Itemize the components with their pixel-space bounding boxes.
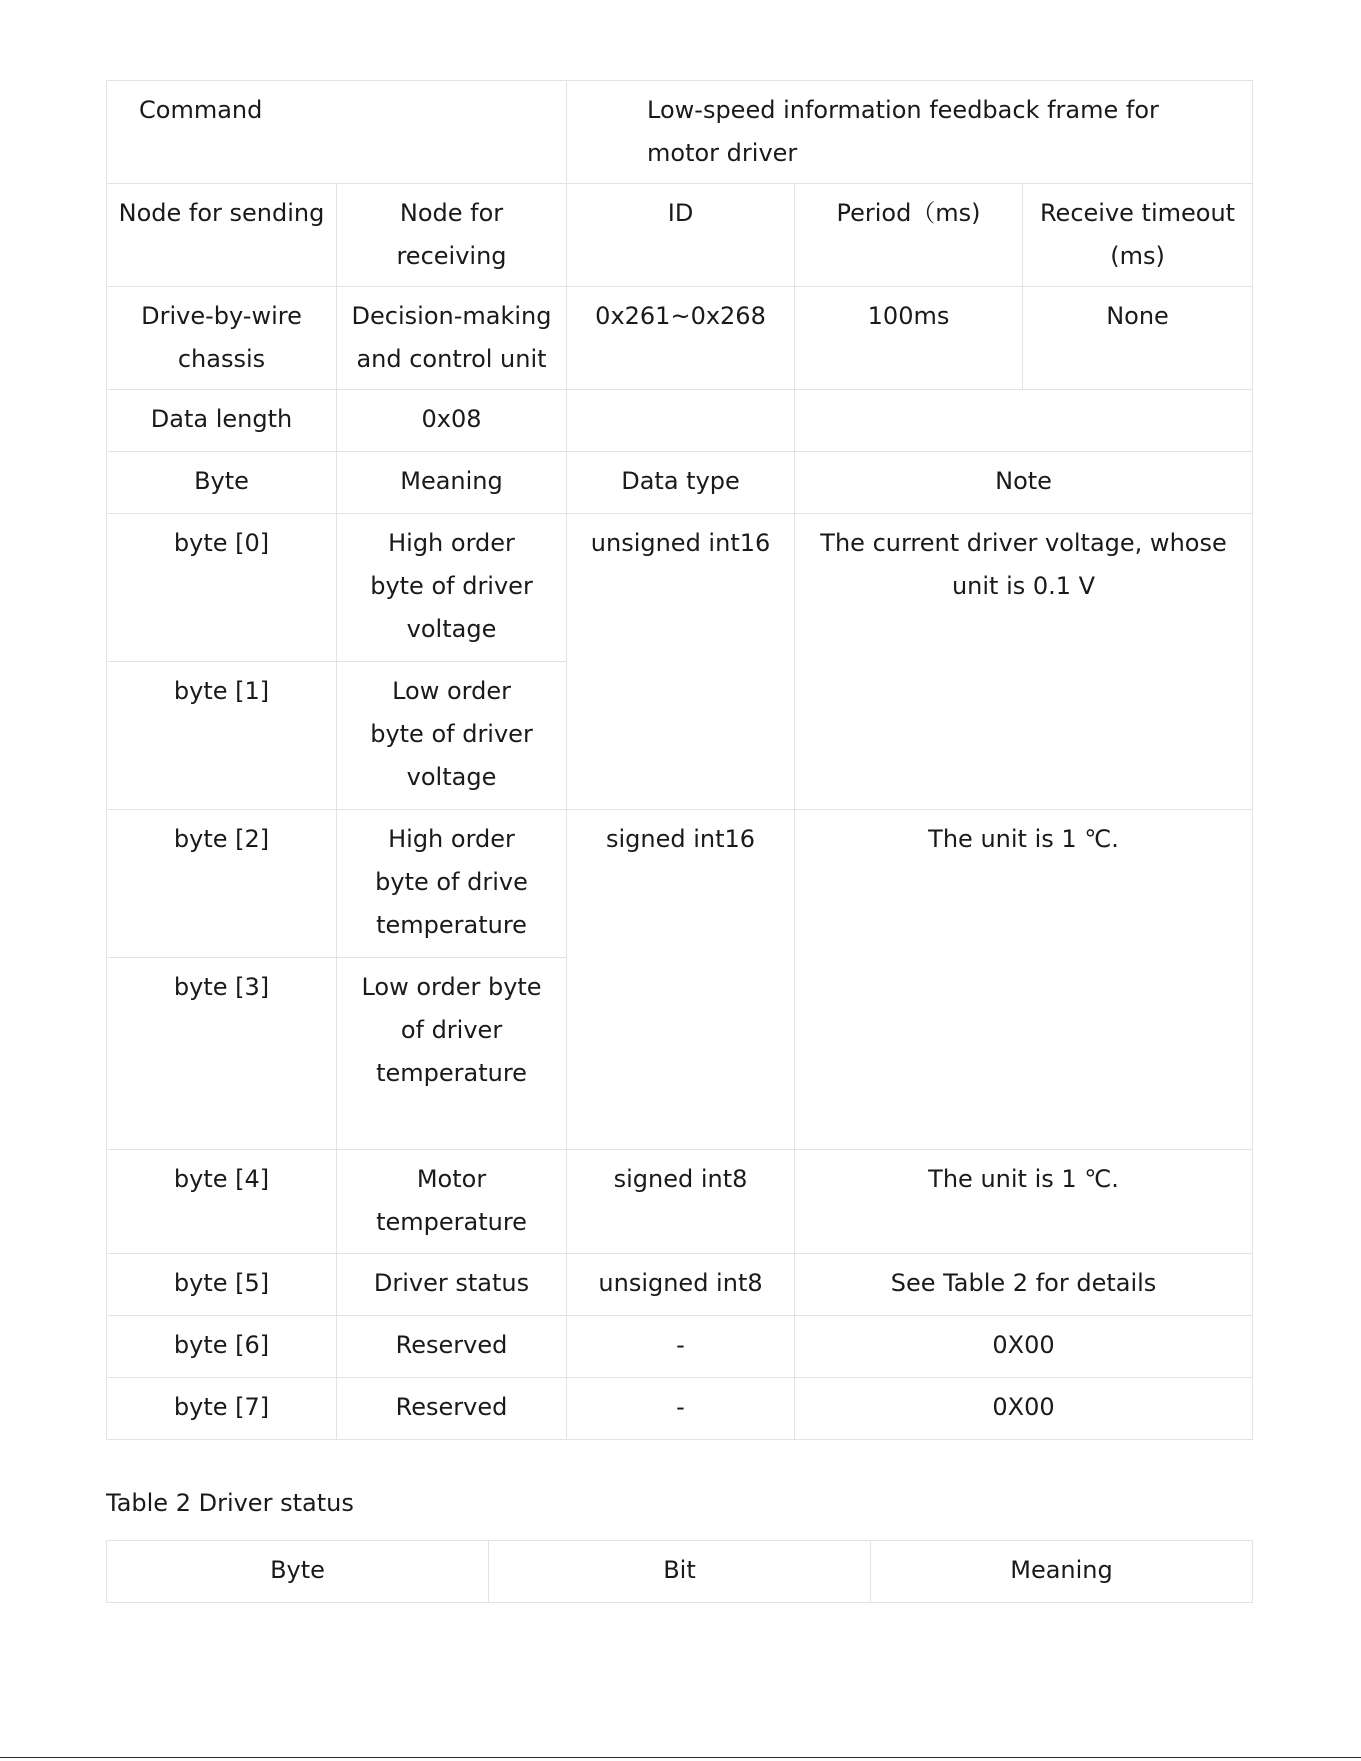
row-meaning: Motor temperature bbox=[337, 1150, 567, 1254]
column-meaning: Meaning bbox=[337, 452, 567, 514]
column-data-type: Data type bbox=[567, 452, 795, 514]
data-length-empty bbox=[567, 390, 795, 452]
command-row bbox=[107, 81, 1253, 184]
data-length-empty-wide bbox=[795, 390, 1253, 452]
info-node-sending: Drive-by-wire chassis bbox=[107, 287, 337, 390]
table-row bbox=[107, 810, 1253, 958]
row-meaning: Reserved bbox=[337, 1378, 567, 1440]
row-byte: byte [1] bbox=[107, 662, 337, 810]
row-byte: byte [3] bbox=[107, 958, 337, 1150]
row-note: See Table 2 for details bbox=[795, 1254, 1253, 1316]
info-receive-timeout: None bbox=[1023, 287, 1253, 390]
command-label: Command bbox=[107, 81, 567, 184]
page-bottom-rule bbox=[0, 1757, 1361, 1758]
info-id: 0x261~0x268 bbox=[567, 287, 795, 390]
row-data-type: unsigned int8 bbox=[567, 1254, 795, 1316]
header-receive-timeout: Receive timeout (ms) bbox=[1023, 184, 1253, 287]
row-data-type: - bbox=[567, 1316, 795, 1378]
row-data-type: signed int16 bbox=[567, 810, 795, 1150]
row-data-type: - bbox=[567, 1378, 795, 1440]
row-byte: byte [4] bbox=[107, 1150, 337, 1254]
row-meaning: Low order byte of driver voltage bbox=[337, 662, 567, 810]
driver-status-table bbox=[106, 1540, 1253, 1603]
row-data-type: signed int8 bbox=[567, 1150, 795, 1254]
row-byte: byte [5] bbox=[107, 1254, 337, 1316]
row-byte: byte [0] bbox=[107, 514, 337, 662]
header-row bbox=[107, 184, 1253, 287]
table-row bbox=[107, 1150, 1253, 1254]
row-note: The unit is 1 ℃. bbox=[795, 1150, 1253, 1254]
table-row bbox=[107, 514, 1253, 662]
row-byte: byte [7] bbox=[107, 1378, 337, 1440]
data-length-value: 0x08 bbox=[337, 390, 567, 452]
status-header-row bbox=[107, 1541, 1253, 1603]
row-byte: byte [6] bbox=[107, 1316, 337, 1378]
table-row bbox=[107, 1254, 1253, 1316]
status-header-byte: Byte bbox=[107, 1541, 489, 1603]
column-byte: Byte bbox=[107, 452, 337, 514]
info-row bbox=[107, 287, 1253, 390]
row-note: 0X00 bbox=[795, 1378, 1253, 1440]
row-note: The current driver voltage, whose unit is 0.1 V bbox=[795, 514, 1253, 810]
header-node-receiving: Node for receiving bbox=[337, 184, 567, 287]
data-length-label: Data length bbox=[107, 390, 337, 452]
row-note: The unit is 1 ℃. bbox=[795, 810, 1253, 1150]
row-meaning: High order byte of driver voltage bbox=[337, 514, 567, 662]
column-note: Note bbox=[795, 452, 1253, 514]
header-period: Period（ms) bbox=[795, 184, 1023, 287]
table-row bbox=[107, 1378, 1253, 1440]
table-row bbox=[107, 1316, 1253, 1378]
column-header-row bbox=[107, 452, 1253, 514]
header-id: ID bbox=[567, 184, 795, 287]
row-byte: byte [2] bbox=[107, 810, 337, 958]
header-node-sending: Node for sending bbox=[107, 184, 337, 287]
data-length-row bbox=[107, 390, 1253, 452]
table-caption: Table 2 Driver status bbox=[106, 1489, 354, 1517]
row-meaning: Low order byte of driver temperature bbox=[337, 958, 567, 1150]
row-meaning: High order byte of drive temperature bbox=[337, 810, 567, 958]
info-period: 100ms bbox=[795, 287, 1023, 390]
command-value: Low-speed information feedback frame for motor driver bbox=[567, 81, 1253, 184]
status-header-meaning: Meaning bbox=[871, 1541, 1253, 1603]
frame-definition-table bbox=[106, 80, 1253, 1440]
row-data-type: unsigned int16 bbox=[567, 514, 795, 810]
row-meaning: Reserved bbox=[337, 1316, 567, 1378]
row-note: 0X00 bbox=[795, 1316, 1253, 1378]
status-header-bit: Bit bbox=[489, 1541, 871, 1603]
info-node-receiving: Decision-making and control unit bbox=[337, 287, 567, 390]
row-meaning: Driver status bbox=[337, 1254, 567, 1316]
